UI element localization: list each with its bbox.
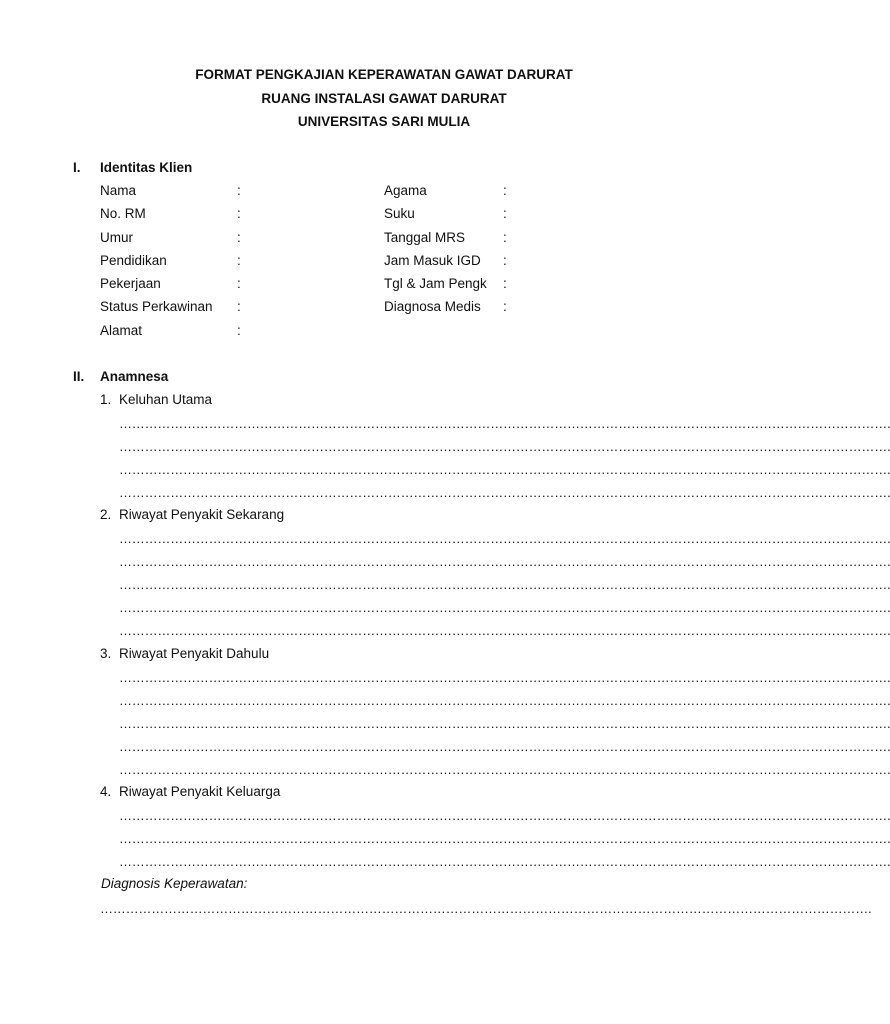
field-label-alamat: Alamat	[100, 323, 143, 338]
item-4-number: 4.	[100, 784, 112, 799]
item-2-number: 2.	[100, 507, 112, 522]
dotted-answer-line: ……………………………………………………………………………………………………………………………………………………………….	[119, 462, 890, 477]
field-colon: :	[237, 206, 241, 221]
dotted-answer-line: ……………………………………………………………………………………………………………………………………………………………….	[119, 670, 890, 685]
dotted-answer-line: ……………………………………………………………………………………………………………………………………………………………….	[119, 762, 890, 777]
field-label-pendidikan: Pendidikan	[100, 253, 167, 268]
item-3-number: 3.	[100, 646, 112, 661]
field-colon: :	[237, 183, 241, 198]
field-colon: :	[503, 299, 507, 314]
section-2-title: Anamnesa	[100, 369, 169, 384]
field-colon: :	[237, 299, 241, 314]
dotted-answer-line: ……………………………………………………………………………………………………………………………………………………………….	[119, 693, 890, 708]
header-title: FORMAT PENGKAJIAN KEPERAWATAN GAWAT DARURAT	[195, 67, 573, 82]
dotted-answer-line: ……………………………………………………………………………………………………………………………………………………………….	[119, 531, 890, 546]
field-label-pekerjaan: Pekerjaan	[100, 276, 161, 291]
header-institution: UNIVERSITAS SARI MULIA	[297, 114, 471, 129]
item-1-label: Keluhan Utama	[119, 392, 213, 407]
field-label-suku: Suku	[384, 206, 415, 221]
dotted-answer-line: ……………………………………………………………………………………………………………………………………………………………….	[119, 623, 890, 638]
dotted-answer-line: ……………………………………………………………………………………………………………………………………………………………….	[119, 808, 890, 823]
field-colon: :	[503, 276, 507, 291]
dotted-answer-line: ……………………………………………………………………………………………………………………………………………………………….	[119, 739, 890, 754]
item-2-label: Riwayat Penyakit Sekarang	[119, 507, 285, 522]
dotted-answer-line: ……………………………………………………………………………………………………………………………………………………………….	[119, 577, 890, 592]
field-label-jam-masuk-igd: Jam Masuk IGD	[384, 253, 481, 268]
field-colon: :	[237, 323, 241, 338]
field-label-status-perkawinan: Status Perkawinan	[100, 299, 213, 314]
field-label-no-rm: No. RM	[100, 206, 146, 221]
field-label-nama: Nama	[100, 183, 137, 198]
dotted-answer-line: ……………………………………………………………………………………………………………………………………………………………….	[119, 600, 890, 615]
field-label-umur: Umur	[100, 230, 133, 245]
field-label-diagnosa-medis: Diagnosa Medis	[384, 299, 481, 314]
item-4-label: Riwayat Penyakit Keluarga	[119, 784, 281, 799]
header-subtitle: RUANG INSTALASI GAWAT DARURAT	[261, 90, 507, 106]
dotted-answer-line: ……………………………………………………………………………………………………………………………………………………………….	[119, 716, 890, 731]
document-header	[0, 66, 768, 137]
field-colon: :	[503, 253, 507, 268]
field-colon: :	[503, 206, 507, 221]
field-colon: :	[237, 253, 241, 268]
field-colon: :	[237, 276, 241, 291]
section-2-number: II.	[73, 369, 85, 384]
dotted-answer-line: ……………………………………………………………………………………………………………………………………………………………….	[119, 831, 890, 846]
field-label-tanggal-mrs: Tanggal MRS	[384, 230, 466, 245]
field-label-tgl-jam-pengkajian: Tgl & Jam Pengk	[384, 276, 487, 291]
dotted-answer-line: ……………………………………………………………………………………………………………………………………………………………….	[119, 439, 890, 454]
item-1-number: 1.	[100, 392, 112, 407]
section-1-title: Identitas Klien	[100, 160, 193, 175]
field-colon: :	[237, 230, 241, 245]
dotted-answer-line: ……………………………………………………………………………………………………………………………………………………………….	[119, 554, 890, 569]
diagnosis-label: Diagnosis Keperawatan:	[101, 876, 248, 891]
dotted-answer-line: ……………………………………………………………………………………………………………………………………………………………….	[119, 854, 890, 869]
dotted-answer-line: ……………………………………………………………………………………………………………………………………………………………….	[119, 485, 890, 500]
field-colon: :	[503, 230, 507, 245]
dotted-answer-line: ……………………………………………………………………………………………………………………………………………………………….	[100, 901, 872, 916]
section-1-number: I.	[73, 160, 81, 175]
field-colon: :	[503, 183, 507, 198]
item-3-label: Riwayat Penyakit Dahulu	[119, 646, 270, 661]
dotted-answer-line: ……………………………………………………………………………………………………………………………………………………………….	[119, 416, 890, 431]
field-label-agama: Agama	[384, 183, 427, 198]
